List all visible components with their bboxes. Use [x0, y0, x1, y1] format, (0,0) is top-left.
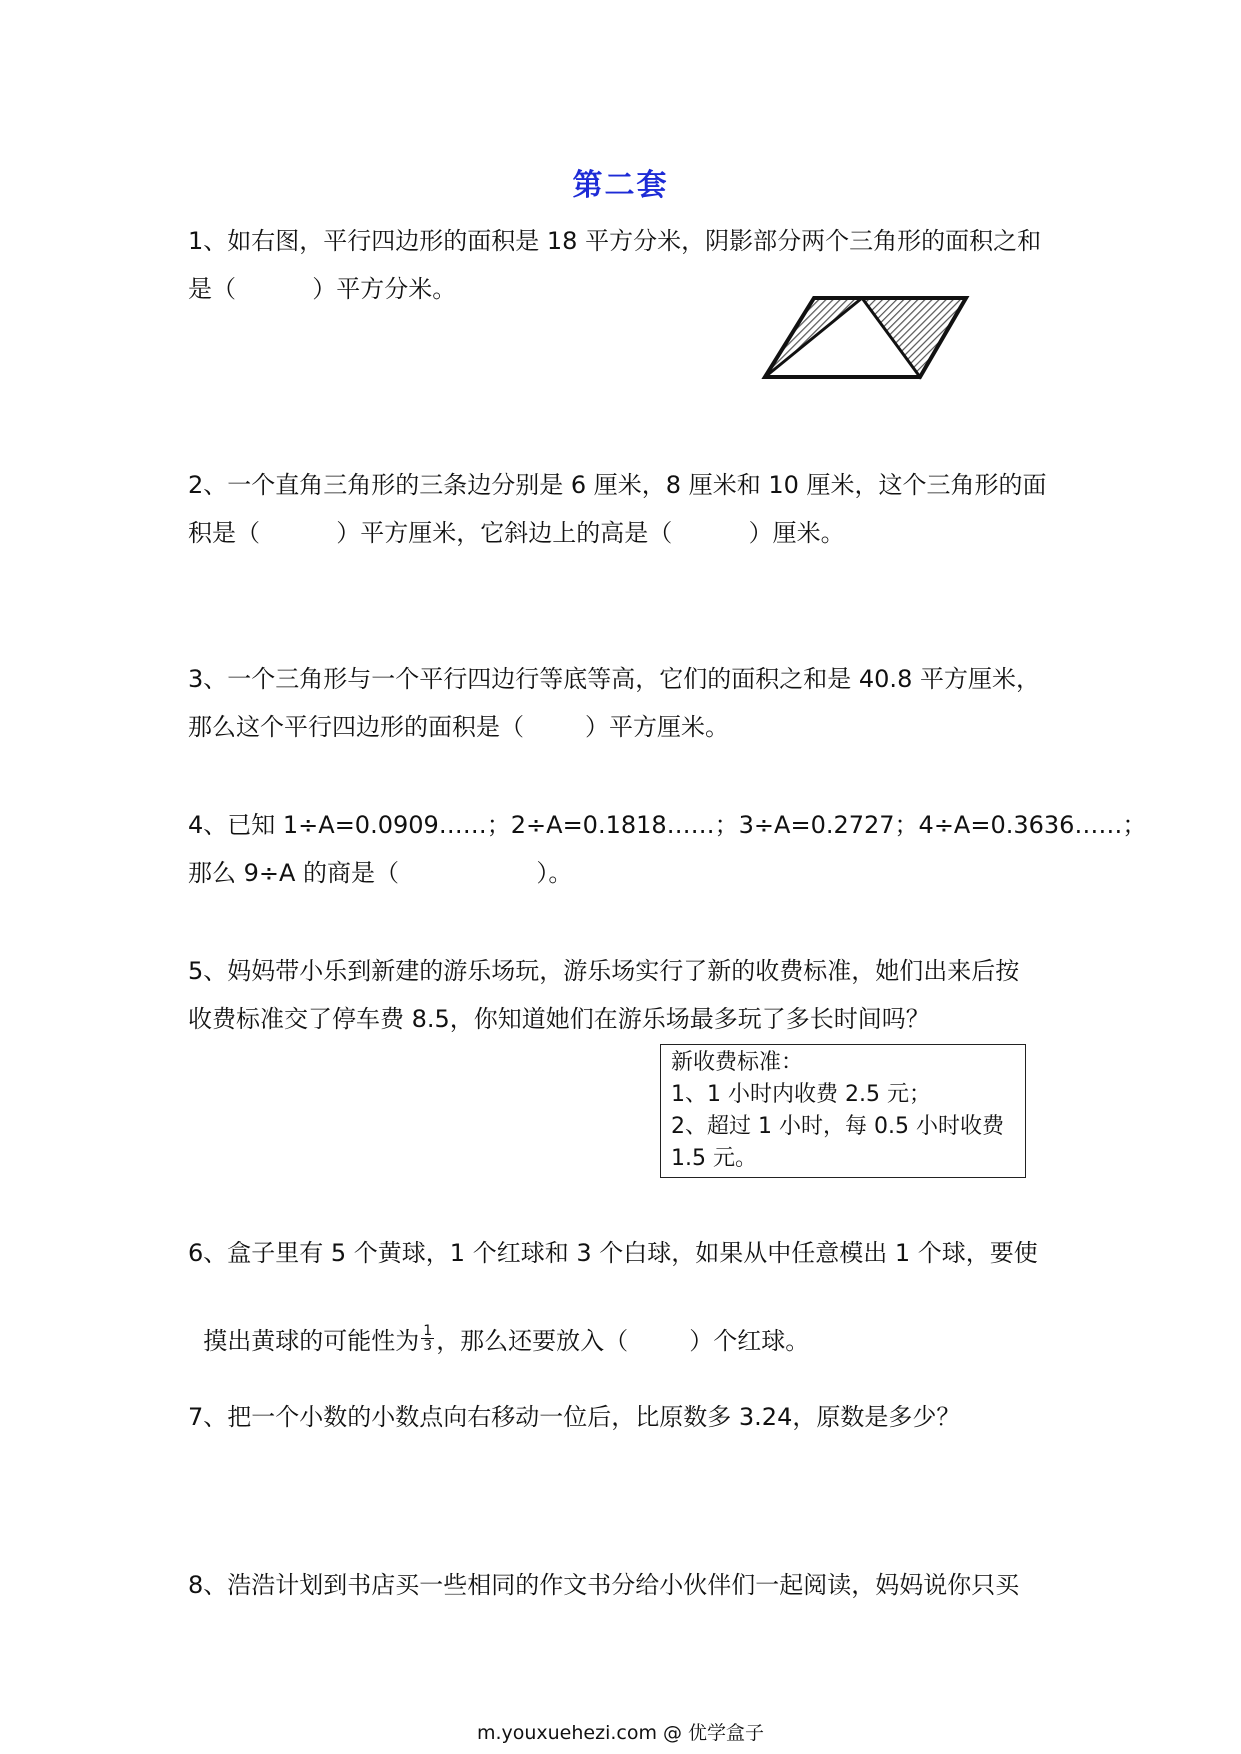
fraction-one-third	[421, 1324, 434, 1353]
question-6-text-after: ，那么还要放入（ ）个红球。	[436, 1327, 810, 1355]
question-8-line-1: 8、浩浩计划到书店买一些相同的作文书分给小伙伴们一起阅读，妈妈说你只买	[188, 1571, 1020, 1599]
shaded-triangle-left	[765, 298, 862, 377]
question-4-line-2: 那么 9÷A 的商是（ ）。	[188, 859, 573, 887]
question-4-line-1: 4、已知 1÷A=0.0909……；2÷A=0.1818……；3÷A=0.2727；4÷A=0.3636……；	[188, 811, 1147, 839]
question-3-line-1: 3、一个三角形与一个平行四边行等底等高，它们的面积之和是 40.8 平方厘米，	[188, 665, 1040, 693]
question-5-line-1: 5、妈妈带小乐到新建的游乐场玩，游乐场实行了新的收费标准，她们出来后按	[188, 957, 1020, 985]
question-1-line-1: 1、如右图，平行四边形的面积是 18 平方分米，阴影部分两个三角形的面积之和	[188, 227, 1042, 255]
shaded-triangle-right	[862, 298, 966, 377]
question-7-line-1: 7、把一个小数的小数点向右移动一位后，比原数多 3.24，原数是多少？	[188, 1403, 961, 1431]
parallelogram-figure	[760, 294, 970, 380]
fraction-denominator: 3	[423, 1337, 433, 1354]
question-5-line-2: 收费标准交了停车费 8.5，你知道她们在游乐场最多玩了多长时间吗？	[188, 1005, 930, 1033]
fraction-numerator: 1	[423, 1322, 433, 1339]
question-1-line-2: 是（ ）平方分米。	[188, 275, 457, 303]
question-6-text-before: 摸出黄球的可能性为	[203, 1327, 420, 1355]
fee-rule-3: 1.5 元。	[671, 1146, 757, 1171]
question-2-line-1: 2、一个直角三角形的三条边分别是 6 厘米，8 厘米和 10 厘米，这个三角形的面	[188, 471, 1047, 499]
fee-standard-box	[660, 1044, 1026, 1178]
question-6-line-2	[188, 1290, 809, 1358]
question-2-line-2: 积是（ ）平方厘米，它斜边上的高是（ ）厘米。	[188, 519, 845, 547]
footer-watermark: m.youxuehezi.com @ 优学盒子	[476, 1722, 765, 1744]
fee-rule-1: 1、1 小时内收费 2.5 元；	[671, 1082, 931, 1107]
fee-box-heading: 新收费标准：	[671, 1050, 804, 1075]
question-6-line-1: 6、盒子里有 5 个黄球，1 个红球和 3 个白球，如果从中任意模出 1 个球，要使	[188, 1239, 1038, 1267]
question-3-line-2: 那么这个平行四边形的面积是（ ）平方厘米。	[188, 713, 730, 741]
page-title: 第二套	[572, 168, 669, 203]
fee-rule-2: 2、超过 1 小时，每 0.5 小时收费	[671, 1114, 1004, 1139]
